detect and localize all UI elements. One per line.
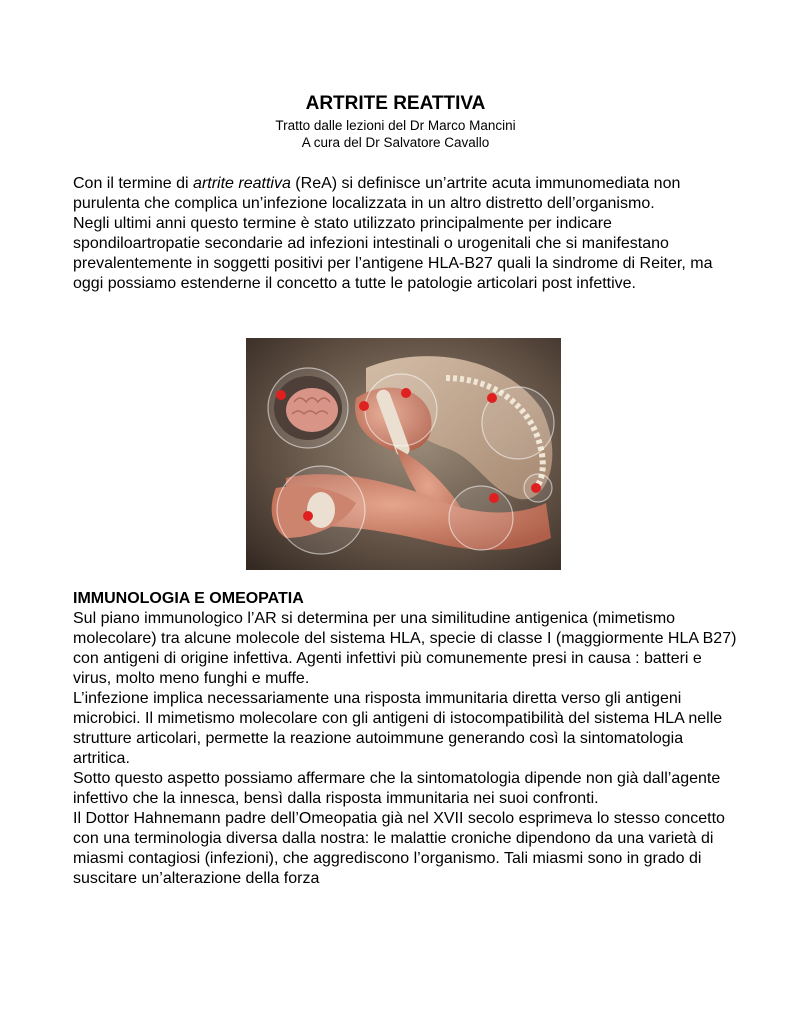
section-paragraph-1: Sul piano immunologico l’AR si determina per una similitudine antigenica (mimetismo molecolare) tra alcune molecole del sistema HLA, specie di classe I (maggiormente HLA B27) con antigeni di origine infettiva. Agenti infettivi più comunemente presi in causa : batteri e virus, molto meno funghi e muffe. <box>73 610 737 687</box>
intro-section <box>73 174 743 294</box>
intro-text-before: Con il termine di <box>73 175 194 192</box>
subtitle-author: Tratto dalle lezioni del Dr Marco Mancini <box>275 118 516 133</box>
section-heading: IMMUNOLOGIA E OMEOPATIA <box>73 590 304 607</box>
intro-term-italic: artrite reattiva <box>193 175 291 192</box>
anatomy-joints-illustration-icon <box>246 338 561 570</box>
immunology-section <box>73 589 743 889</box>
anatomy-figure <box>246 338 561 570</box>
document-title: ARTRITE REATTIVA <box>305 93 486 114</box>
intro-paragraph-1 <box>73 174 743 214</box>
intro-text-after: (ReA) si definisce un’artrite acuta immunomediata non purulenta che complica un’infezione localizzata in un altro distretto dell’organismo. <box>73 175 681 212</box>
section-paragraph-2: L’infezione implica necessariamente una risposta immunitaria diretta verso gli antigeni microbici. Il mimetismo molecolare con gli antigeni di istocompatibilità del sistema HLA nelle strutture articolari, permette la reazione autoimmune generando così la sintomatologia artritica. <box>73 690 723 767</box>
section-paragraph-4: Il Dottor Hahnemann padre dell’Omeopatia già nel XVII secolo esprimeva lo stesso concetto con una terminologia diversa dalla nostra: le malattie croniche dipendono da una varietà di miasmi contagiosi (infezioni), che aggrediscono l’organismo. Tali miasmi sono in grado di suscitare un’alterazione della forza <box>73 810 725 887</box>
intro-paragraph-2: Negli ultimi anni questo termine è stato utilizzato principalmente per indicare spondiloartropatie secondarie ad infezioni intestinali o urogenitali che si manifestano prevalentemente in soggetti positivi per l’antigene HLA-B27 quali la sindrome di Reiter, ma oggi possiamo estenderne il concetto a tutte le patologie articolari post infettive. <box>73 215 713 292</box>
subtitle-editor: A cura del Dr Salvatore Cavallo <box>301 135 490 150</box>
section-paragraph-3: Sotto questo aspetto possiamo affermare che la sintomatologia dipende non già dall’agente infettivo che la innesca, bensì dalla risposta immunitaria nei suoi confronti. <box>73 770 721 807</box>
